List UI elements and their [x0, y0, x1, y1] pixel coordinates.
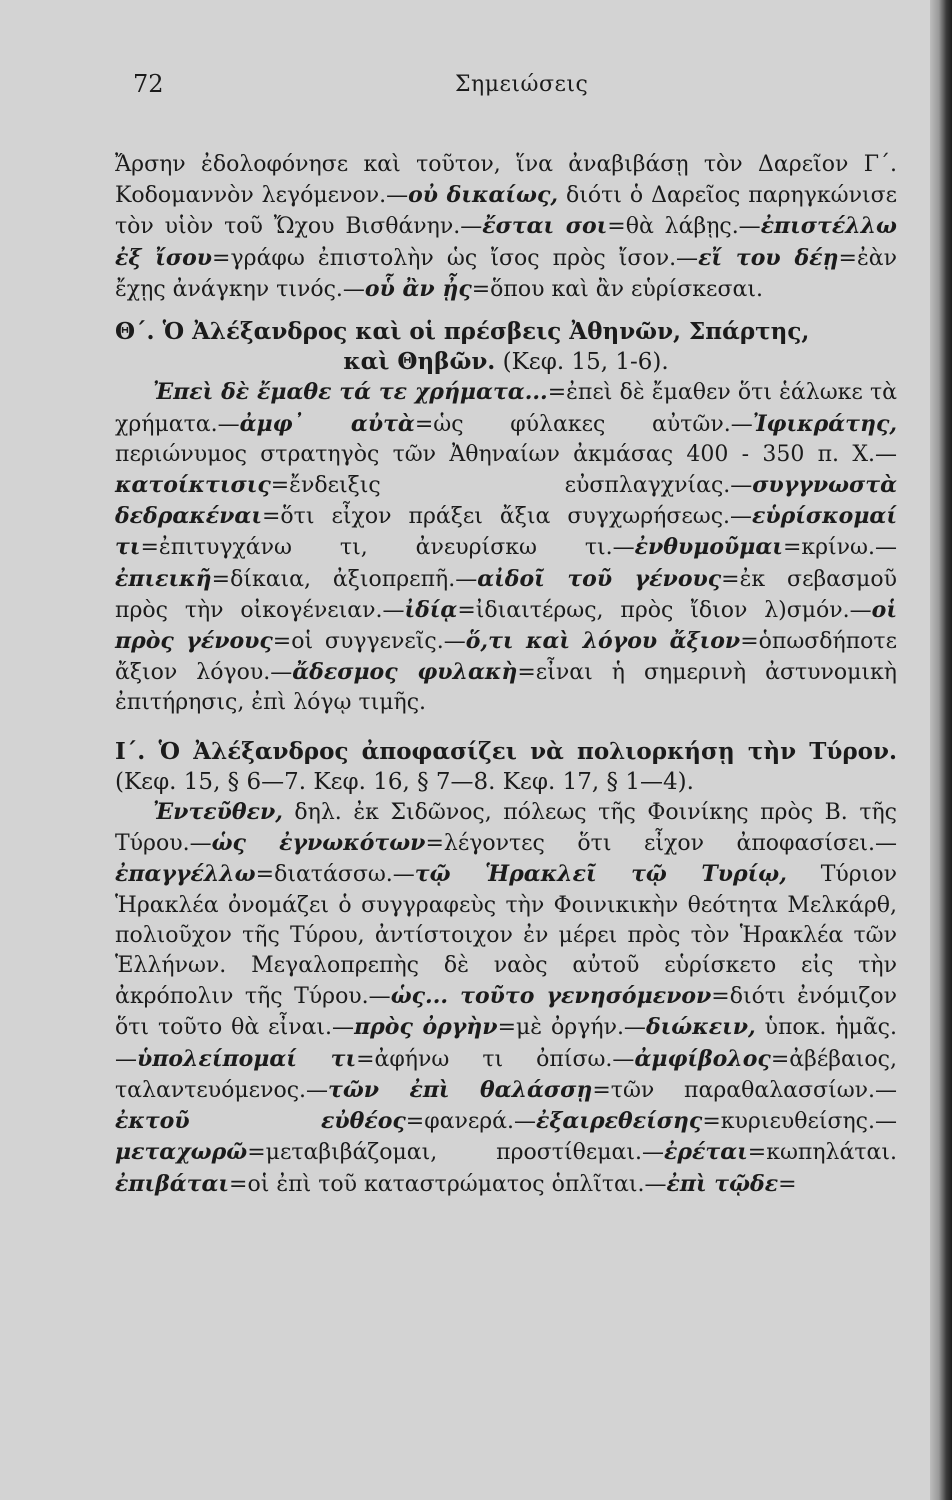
section-reference: (Κεφ. 15, § 6—7. Κεφ. 16, § 7—8. Κεφ. 17, § 1—4).	[115, 768, 694, 795]
text-run: περιώνυμος στρατηγὸς τῶν Ἀθηναίων ἀκμάσας 400 - 350 π. Χ.—	[115, 441, 897, 467]
lemma: ἐπιεικῆ	[115, 565, 212, 592]
paragraph-enteuthen	[115, 797, 897, 1200]
lemma: οὗ ἂν ᾖς	[364, 275, 472, 302]
text-run: Ἄρσην ἐδολοφόνησε καὶ τοῦτον, ἵνα ἀναβιβάσῃ τὸν Δαρεῖον Γ΄. Κοδομαννὸν λεγόμενον.—	[115, 152, 897, 209]
text-run: =ἰδιαιτέρως, πρὸς ἴδιον λ)σμόν.—	[457, 597, 872, 623]
book-gutter-edge	[930, 0, 952, 1500]
text-run: =ἐπιτυγχάνω τι, ἀνευρίσκω τι.—	[140, 535, 635, 561]
text-run: =γράφω ἐπιστολὴν ὡς ἴσος πρὸς ἴσον.—	[212, 245, 699, 271]
lemma: ἐνθυμοῦμαι	[634, 534, 783, 561]
lemma: εἴ του δέῃ	[698, 244, 839, 271]
text-run: =ἐὰν ἔχῃς ἀνάγκην τινός.—	[115, 245, 897, 302]
lemma: ὑπολείπομαί τι	[137, 1045, 357, 1072]
lemma: πρὸς ὀργὴν	[354, 1014, 498, 1041]
lemma: οὐ δικαίως,	[408, 182, 559, 209]
text-run: =οἱ συγγενεῖς.—	[272, 629, 466, 655]
section-heading-theta	[115, 317, 897, 377]
text-run: =ὅπου καὶ ἂν εὑρίσκεσαι.	[471, 276, 763, 302]
text-run: =ἔνδειξις εὐσπλαγχνίας.—	[270, 473, 753, 499]
lemma: ἐπαγγέλλω	[115, 861, 256, 888]
paragraph-epei	[115, 377, 897, 718]
text-run: δηλ. ἐκ Σιδῶνος, πόλεως τῆς Φοινίκης πρὸς Β. τῆς Τύρου.—	[115, 800, 897, 857]
text-run: =φανερά.—	[405, 1109, 537, 1135]
text-run: =διατάσσω.—	[255, 862, 415, 888]
lemma: μεταχωρῶ	[115, 1139, 248, 1166]
text-run: =ἀβέβαιος, ταλαντευόμενος.—	[115, 1046, 897, 1103]
text-run: =ἀφήνω τι ὀπίσω.—	[356, 1046, 635, 1072]
lemma: αἰδοῖ τοῦ γένους	[477, 565, 722, 592]
text-run: =λέγοντες ὅτι εἶχον ἀποφασίσει.—	[425, 831, 897, 857]
text-run: =οἱ ἐπὶ τοῦ καταστρώματος ὁπλῖται.—	[229, 1171, 667, 1197]
text-run: =	[778, 1171, 797, 1197]
lemma: ἐπιβάται	[115, 1170, 230, 1197]
lemma: οἱ πρὸς γένους	[115, 596, 897, 655]
lemma: ὡς... τοῦτο γενησόμενον	[390, 983, 712, 1010]
lemma: ἐξαιρεθείσης	[536, 1108, 703, 1135]
lemma: τῶν ἐπὶ θαλάσσῃ	[328, 1076, 593, 1103]
lemma: Ἐντεῦθεν,	[153, 799, 283, 826]
text-run: =θὰ λάβῃς.—	[607, 214, 761, 240]
page-number: 72	[133, 70, 164, 98]
section-reference: (Κεφ. 15, 1-6).	[495, 349, 669, 376]
text-run: =κρίνω.—	[782, 535, 897, 561]
section-title: Ὁ Ἀλέξανδρος καὶ οἱ πρέσβεις Ἀθηνῶν, Σπάρτης,	[162, 318, 810, 346]
lemma: διώκειν,	[645, 1014, 756, 1041]
text-run: διότι ὁ Δαρεῖος παρηγκώνισε τὸν υἱὸν τοῦ Ὤχου Βισθάνην.—	[115, 183, 897, 240]
lemma: ἐπιστέλλω ἐξ ἴσου	[115, 213, 898, 271]
lemma: κατοίκτισις	[115, 472, 271, 499]
lemma: ἀμφίβολος	[634, 1045, 771, 1072]
page-header	[0, 70, 930, 110]
text-run: =ἐπεὶ δὲ ἔμαθεν ὅτι ἑάλωκε τὰ χρήματα.—	[115, 380, 897, 437]
text-run: =μεταβιβάζομαι, προστίθεμαι.—	[247, 1140, 665, 1166]
text-run: ὑποκ. ἡμᾶς.—	[115, 1015, 897, 1072]
lemma: ἰδίᾳ	[404, 596, 458, 623]
text-run: =τῶν παραθαλασσίων.—	[592, 1077, 898, 1103]
lemma: ἄδεσμος φυλακὴ	[292, 659, 518, 686]
text-run: Τύριον Ἡρακλέα ὀνομάζει ὁ συγγραφεὺς τὴν Φοινικικὴν θεότητα Μελκάρθ, πολιοῦχον τῆς Τύρου, ἀντίστοιχον ἐν μέρει πρὸς τὸν Ἡρακλέα τῶν Ἑλλήνων. Μεγαλοπρεπὴς δὲ ναὸς αὐτοῦ εὑρίσκετο εἰς τὴν ἀκρόπολιν τῆς Τύρου.—	[115, 862, 897, 1010]
text-run: =ὅτι εἶχον πράξει ἄξια συγχωρήσεως.—	[262, 504, 753, 530]
section-title: Ὁ Ἀλέξανδρος ἀποφασίζει νὰ πολιορκήσῃ τὴν Τύρον.	[158, 737, 897, 765]
lemma: εὑρίσκομαί τι	[115, 503, 897, 561]
section-numeral: Ι΄.	[115, 737, 146, 765]
paragraph-arsen	[115, 150, 897, 305]
lemma: Ἰφικράτης,	[752, 410, 897, 437]
running-head: Σημειώσεις	[455, 72, 589, 97]
lemma: ὅ,τι καὶ λόγου ἄξιον	[465, 628, 741, 655]
section-heading-iota	[115, 737, 897, 797]
text-run: =διότι ἐνόμιζον ὅτι τοῦτο θὰ εἶναι.—	[115, 984, 898, 1041]
lemma: ἐρέται	[664, 1139, 748, 1166]
text-run: =κωπηλάται.	[747, 1140, 897, 1166]
text-run: =ἐκ σεβασμοῦ πρὸς τὴν οἰκογένειαν.—	[115, 566, 897, 623]
text-run: =ὡς φύλακες αὐτῶν.—	[414, 411, 753, 437]
lemma: ἐκτοῦ εὐθέος	[115, 1108, 406, 1135]
text-run: =εἶναι ἡ σημερινὴ ἀστυνομικὴ ἐπιτήρησις, ἐπὶ λόγῳ τιμῆς.	[115, 660, 897, 716]
lemma: συγγνωστὰ δεδρακέναι	[115, 472, 897, 530]
text-run: =κυριευθείσης.—	[702, 1109, 897, 1135]
lemma: ἐπὶ τῷδε	[666, 1170, 779, 1197]
text-run: =ὁπωσδήποτε ἄξιον λόγου.—	[115, 629, 897, 686]
lemma: ὡς ἐγνωκότων	[211, 830, 426, 857]
lemma: Ἐπεὶ δὲ ἔμαθε τά τε χρήματα...	[153, 379, 548, 406]
lemma: τῷ Ἡρακλεῖ τῷ Τυρίῳ,	[414, 861, 787, 888]
page-body	[115, 150, 897, 1200]
lemma: ἔσται σοι	[482, 213, 608, 240]
text-run: =δίκαια, ἀξιοπρεπῆ.—	[211, 566, 478, 592]
lemma: ἀμφ᾽ αὐτὰ	[239, 410, 415, 437]
section-title-cont: καὶ Θηβῶν.	[343, 348, 496, 376]
text-run: =μὲ ὀργήν.—	[497, 1015, 646, 1041]
section-numeral: Θ΄.	[115, 318, 155, 346]
